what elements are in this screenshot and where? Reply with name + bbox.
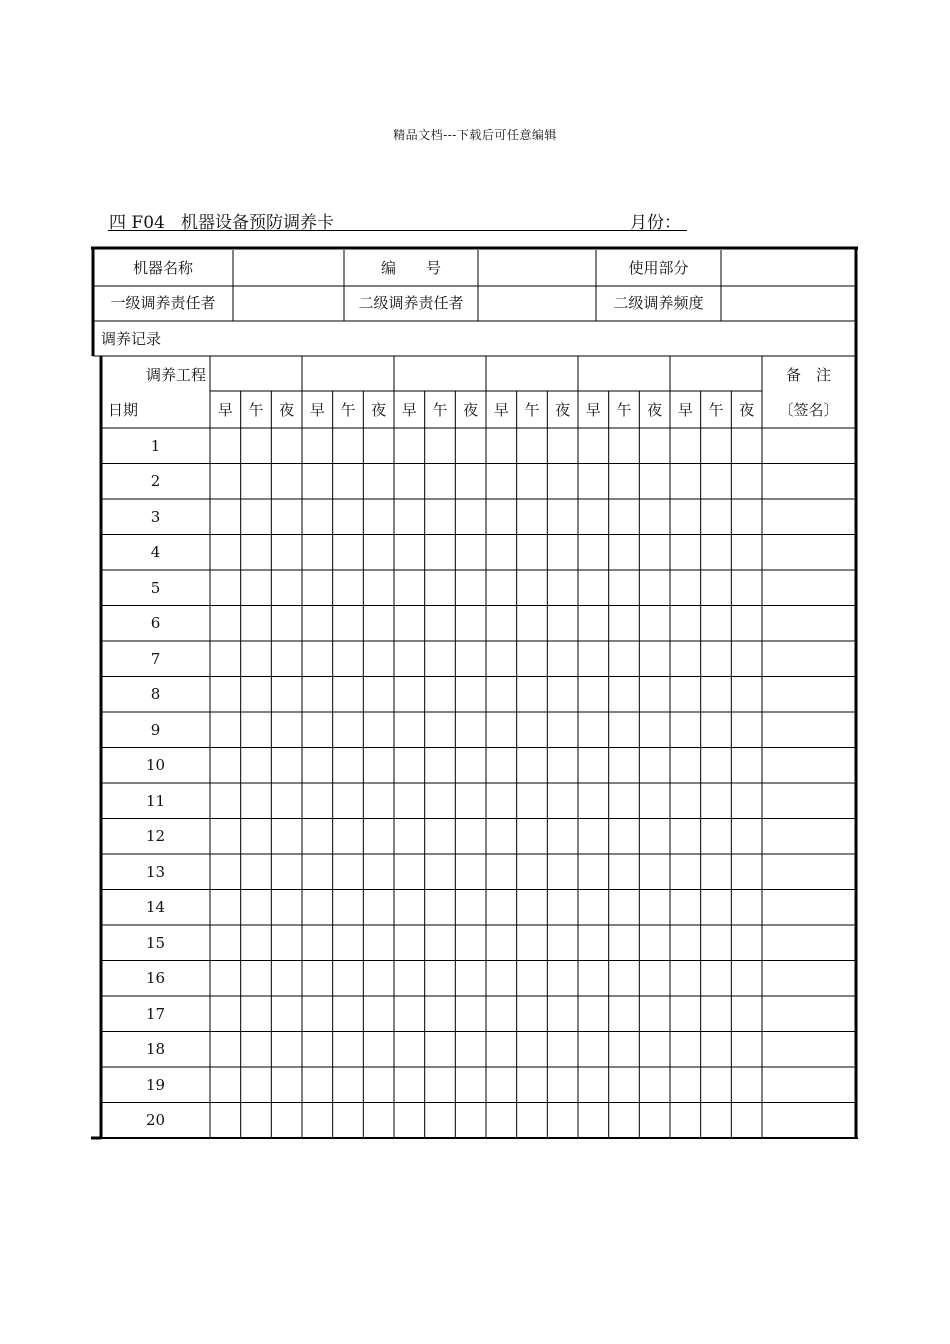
day-number: 17 [145, 1004, 166, 1023]
dept-label: 使用部分 [628, 259, 689, 277]
shift-label: 早 [217, 401, 233, 419]
shift-label: 午 [524, 401, 540, 419]
day-number: 18 [145, 1040, 166, 1059]
day-number: 10 [145, 756, 166, 775]
day-number: 20 [145, 1111, 166, 1130]
shift-label: 午 [432, 401, 448, 419]
record-label: 调养记录 [101, 330, 162, 348]
shift-label: 早 [309, 401, 325, 419]
day-number: 15 [145, 933, 166, 952]
day-number: 12 [145, 827, 166, 846]
remark-label: 备 注 [785, 366, 831, 384]
level1-owner-label: 一级调养责任者 [110, 294, 216, 312]
shift-label: 早 [677, 401, 693, 419]
shift-label: 早 [401, 401, 417, 419]
signature-label: 〔签名〕 [778, 401, 839, 419]
header-note: 精品文档---下载后可任意编辑 [393, 128, 557, 142]
shift-label: 早 [493, 401, 509, 419]
month-label: 月份： [630, 213, 681, 233]
day-number: 8 [150, 685, 161, 704]
form-title: 四 F04 机器设备预防调养卡 [109, 213, 335, 233]
shift-label: 午 [616, 401, 632, 419]
shift-label: 夜 [463, 401, 479, 419]
level2-freq-label: 二级调养频度 [613, 294, 704, 312]
item-label: 调养工程 [146, 366, 207, 384]
shift-label: 夜 [371, 401, 387, 419]
shift-label: 午 [248, 401, 264, 419]
day-number: 9 [150, 720, 161, 739]
day-number: 3 [150, 507, 161, 526]
shift-label: 夜 [739, 401, 755, 419]
day-number: 7 [150, 649, 161, 668]
day-number: 1 [150, 436, 161, 455]
shift-label: 早 [585, 401, 601, 419]
number-label: 编 号 [380, 259, 441, 277]
machine-name-label: 机器名称 [132, 259, 193, 277]
shift-label: 夜 [279, 401, 295, 419]
level2-owner-label: 二级调养责任者 [358, 294, 464, 312]
day-number: 11 [145, 791, 166, 810]
day-number: 13 [145, 862, 166, 881]
shift-label: 夜 [647, 401, 663, 419]
shift-label: 午 [340, 401, 356, 419]
day-number: 6 [150, 614, 161, 633]
day-number: 19 [145, 1075, 166, 1094]
day-number: 16 [145, 969, 166, 988]
day-number: 5 [150, 578, 161, 597]
date-label: 日期 [108, 401, 139, 419]
day-number: 2 [150, 472, 161, 491]
shift-label: 午 [708, 401, 724, 419]
day-number: 14 [145, 898, 166, 917]
shift-label: 夜 [555, 401, 571, 419]
day-number: 4 [150, 543, 161, 562]
